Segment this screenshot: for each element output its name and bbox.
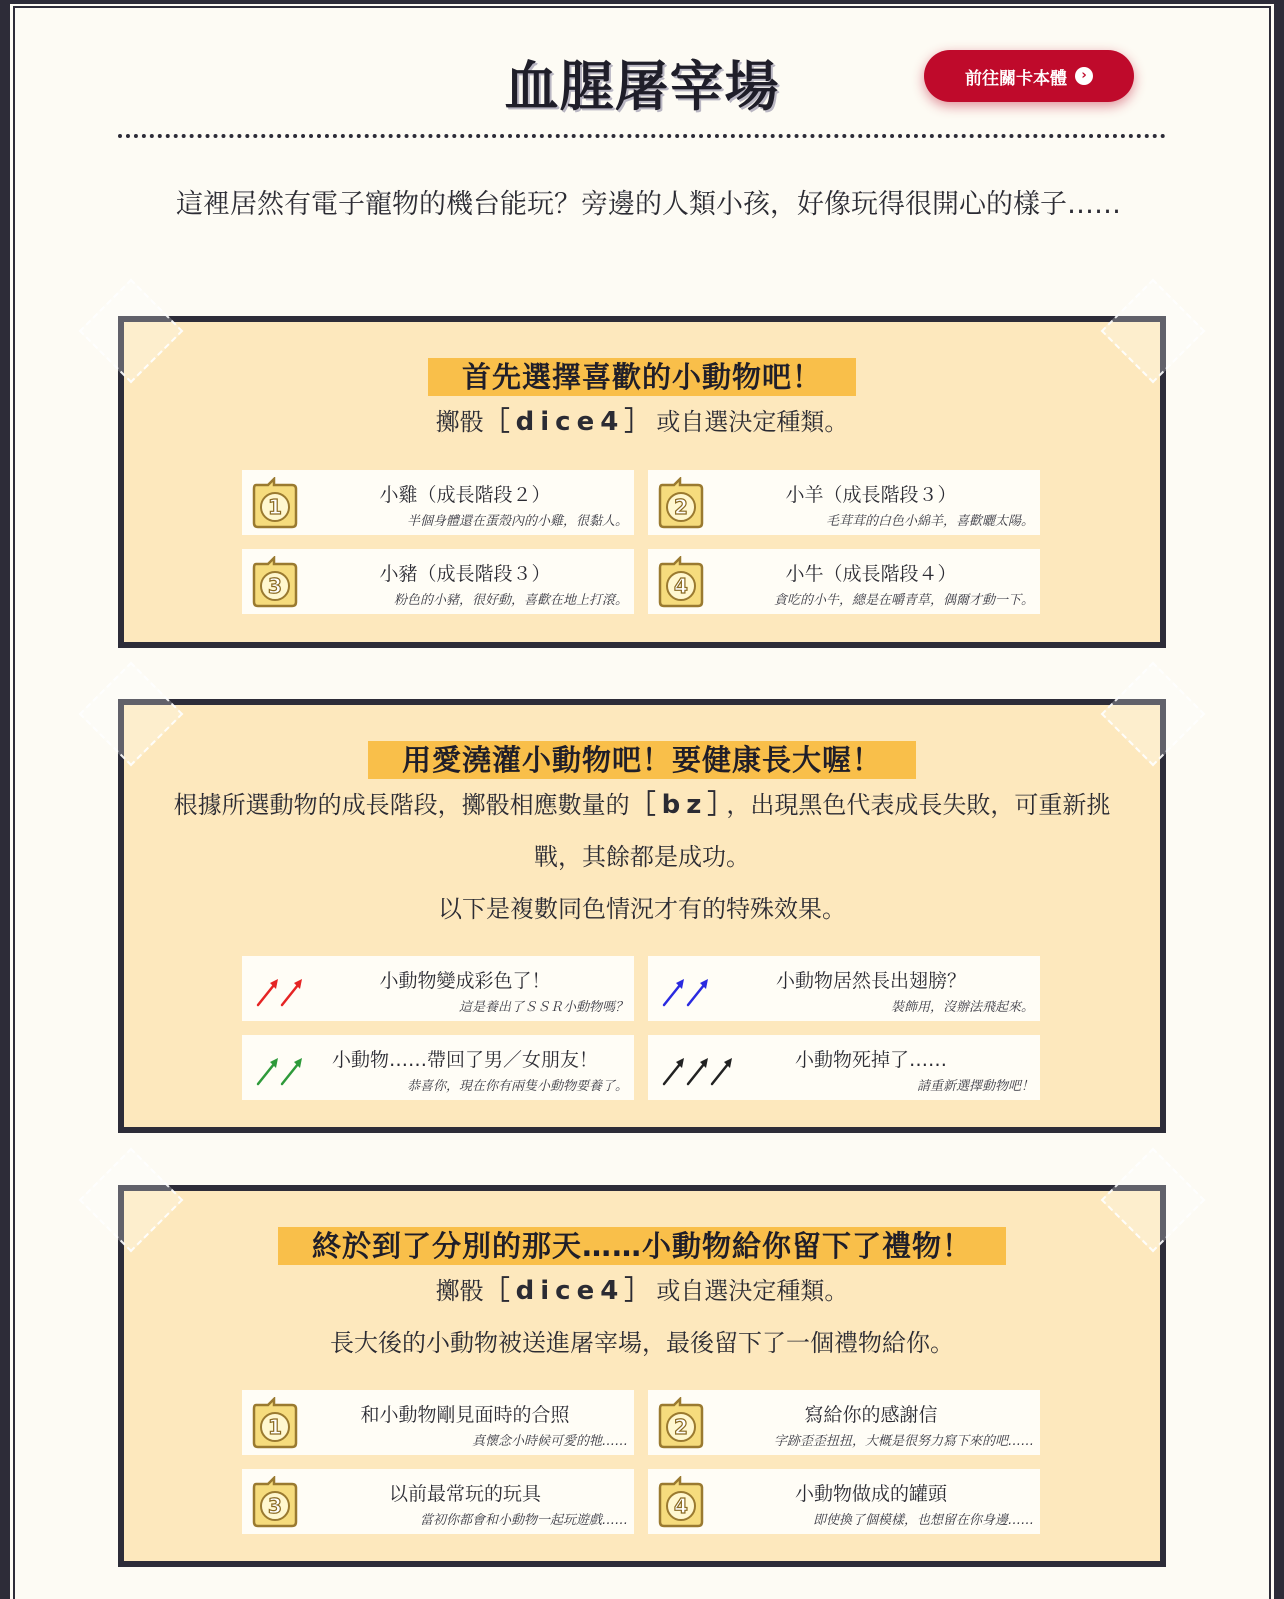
- animal-desc: 粉色的小豬，很好動，喜歡在地上打滾。: [393, 593, 628, 608]
- effect-desc: 這是養出了ＳＳＲ小動物嗎？: [458, 1000, 628, 1015]
- panel-farewell-gift-note: 長大後的小動物被送進屠宰場，最後留下了一個禮物給你。: [330, 1329, 954, 1357]
- animal-name: 小羊（成長階段３）: [785, 484, 957, 506]
- instruction-suffix: 或自選決定種類。: [656, 408, 849, 436]
- animal-desc: 貪吃的小牛，總是在嚼青草，偶爾才動一下。: [773, 593, 1034, 608]
- panel-grow-animal-title: 用愛澆灌小動物吧！要健康長大喔！: [368, 741, 916, 779]
- gift-option: [242, 1390, 634, 1455]
- special-effects: [242, 956, 1042, 1100]
- animal-option: [648, 549, 1040, 614]
- panel-choose-animal-instruction: [124, 396, 1160, 448]
- effect-title: 小動物變成彩色了！: [379, 970, 551, 992]
- panel-choose-animal-title: 首先選擇喜歡的小動物吧！: [428, 358, 856, 396]
- goto-level-label: 前往關卡本體: [965, 68, 1067, 89]
- gift-options: [242, 1390, 1042, 1534]
- gift-option: [648, 1390, 1040, 1455]
- effect-option: [648, 956, 1040, 1021]
- effect-desc: 請重新選擇動物吧！: [916, 1079, 1034, 1094]
- instruction-suffix: ，出現黑色代表成長失敗，可重新挑戰，其餘都是成功。: [534, 791, 1111, 871]
- effect-desc: 恭喜你，現在你有兩隻小動物要養了。: [406, 1079, 628, 1094]
- instruction-prefix: 擲骰: [435, 408, 484, 436]
- svg-text:2: 2: [674, 1415, 688, 1439]
- animal-name: 小豬（成長階段３）: [379, 563, 551, 585]
- animal-desc: 半個身體還在蛋殼內的小雞，很黏人。: [406, 514, 628, 529]
- svg-text:4: 4: [674, 1494, 688, 1518]
- gift-option: [648, 1469, 1040, 1534]
- panel-grow-animal-note: 以下是複數同色情況才有的特殊效果。: [438, 895, 846, 923]
- panel-farewell-gift: [118, 1185, 1166, 1567]
- green-pins-icon: [250, 1042, 310, 1094]
- effect-desc: 裝飾用，沒辦法飛起來。: [890, 1000, 1034, 1015]
- blue-pins-icon: [656, 963, 716, 1015]
- gift-desc: 即使換了個模樣，也想留在你身邊……: [812, 1513, 1034, 1528]
- animal-options: [242, 470, 1042, 614]
- gift-name: 以前最常玩的玩具: [388, 1483, 541, 1505]
- gift-name: 小動物做成的罐頭: [794, 1483, 947, 1505]
- effect-title: 小動物……帶回了男／女朋友！: [331, 1049, 598, 1071]
- svg-text:2: 2: [674, 495, 688, 519]
- animal-desc: 毛茸茸的白色小綿羊，喜歡曬太陽。: [825, 514, 1034, 529]
- number-3-tag-icon: [250, 556, 300, 608]
- effect-option: [648, 1035, 1040, 1100]
- goto-level-button[interactable]: [924, 50, 1134, 102]
- bz-command: ［bz］: [629, 790, 727, 820]
- animal-name: 小牛（成長階段４）: [785, 563, 957, 585]
- instruction-prefix: 根據所選動物的成長階段，擲骰相應數量的: [173, 791, 630, 819]
- page-title: 血腥屠宰場: [504, 55, 780, 118]
- gift-desc: 字跡歪歪扭扭，大概是很努力寫下來的吧……: [773, 1434, 1034, 1449]
- svg-text:1: 1: [268, 1415, 282, 1439]
- red-pins-icon: [250, 963, 310, 1015]
- effect-title: 小動物居然長出翅膀？: [775, 970, 966, 992]
- gift-option: [242, 1469, 634, 1534]
- chevron-right-circle-icon: ›: [1075, 67, 1093, 85]
- animal-name: 小雞（成長階段２）: [379, 484, 551, 506]
- instruction-suffix: 或自選決定種類。: [656, 1277, 849, 1305]
- dice-command: ［dice4］: [483, 407, 657, 437]
- effect-title: 小動物死掉了……: [794, 1049, 947, 1071]
- animal-option: [648, 470, 1040, 535]
- panel-grow-animal-instruction: [124, 779, 1160, 883]
- animal-option: [242, 549, 634, 614]
- number-1-tag-icon: [250, 1397, 300, 1449]
- intro-text: 這裡居然有電子寵物的機台能玩？旁邊的人類小孩，好像玩得很開心的樣子……: [176, 189, 1121, 220]
- panel-choose-animal: [118, 316, 1166, 648]
- number-1-tag-icon: [250, 477, 300, 529]
- svg-text:3: 3: [268, 1494, 282, 1518]
- svg-text:1: 1: [268, 495, 282, 519]
- svg-text:4: 4: [674, 574, 688, 598]
- panel-farewell-gift-title: 終於到了分別的那天……小動物給你留下了禮物！: [278, 1227, 1006, 1265]
- title-divider: [118, 134, 1166, 138]
- animal-option: [242, 470, 634, 535]
- dice-command: ［dice4］: [483, 1276, 657, 1306]
- gift-name: 寫給你的感謝信: [804, 1404, 938, 1426]
- number-4-tag-icon: [656, 556, 706, 608]
- gift-name: 和小動物剛見面時的合照: [360, 1404, 570, 1426]
- panel-farewell-gift-instruction: [124, 1265, 1160, 1317]
- gift-desc: 當初你都會和小動物一起玩遊戲……: [419, 1513, 628, 1528]
- effect-option: [242, 956, 634, 1021]
- gift-desc: 真懷念小時候可愛的牠……: [471, 1434, 628, 1449]
- number-2-tag-icon: [656, 477, 706, 529]
- svg-text:3: 3: [268, 574, 282, 598]
- number-3-tag-icon: [250, 1476, 300, 1528]
- number-4-tag-icon: [656, 1476, 706, 1528]
- instruction-prefix: 擲骰: [435, 1277, 484, 1305]
- number-2-tag-icon: [656, 1397, 706, 1449]
- panel-grow-animal: [118, 699, 1166, 1133]
- effect-option: [242, 1035, 634, 1100]
